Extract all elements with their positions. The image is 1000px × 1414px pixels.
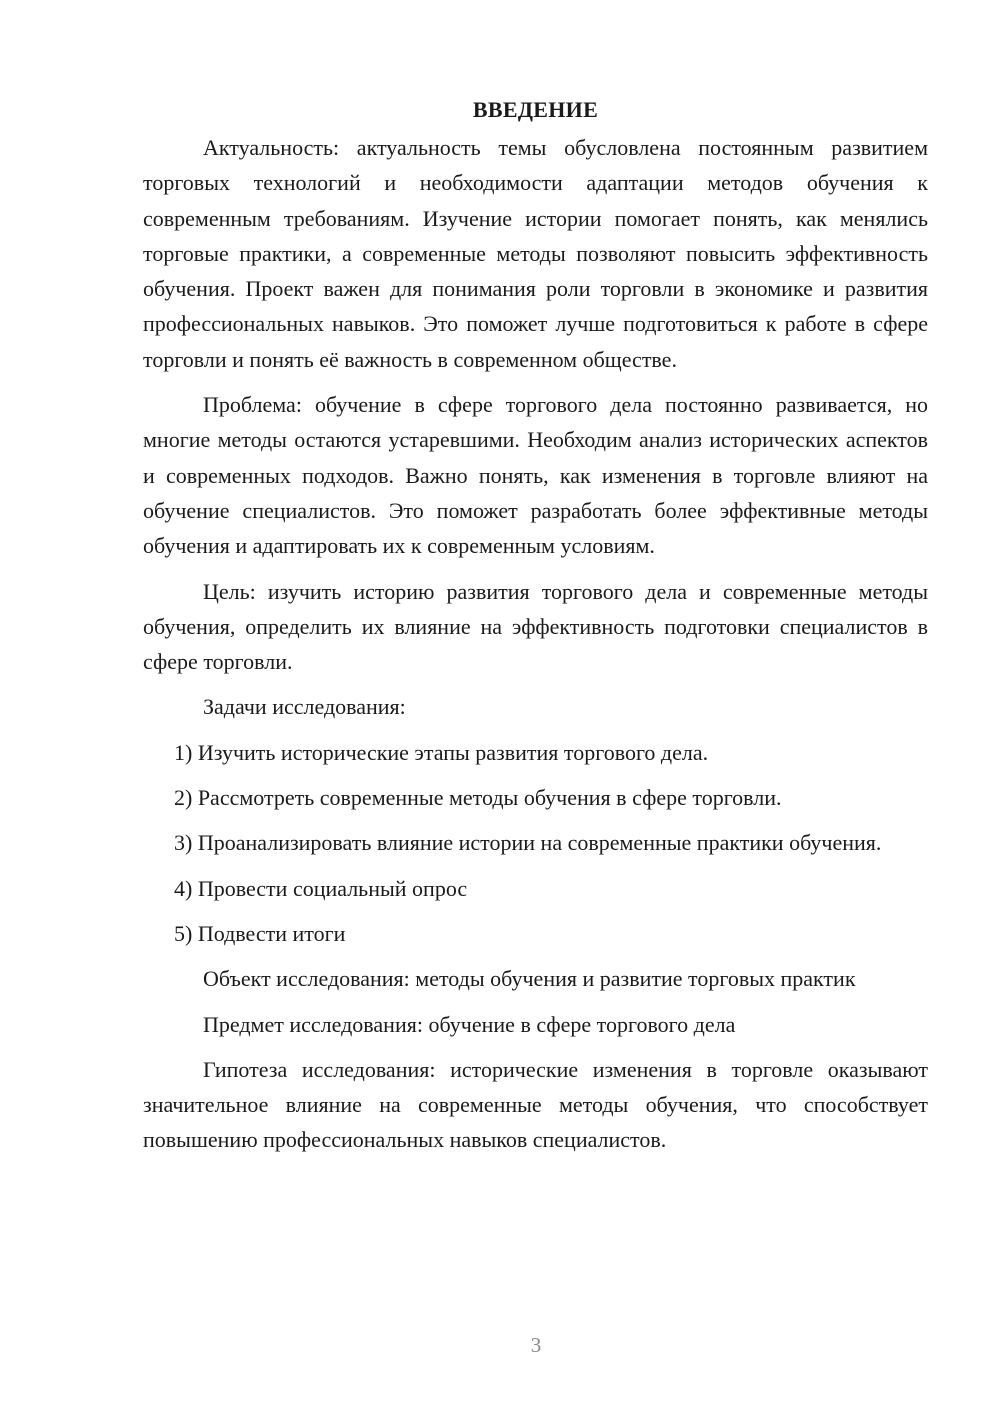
- subject-paragraph: Предмет исследования: обучение в сфере торгового дела: [203, 1011, 736, 1037]
- hypothesis-paragraph: Гипотеза исследования: исторические изменения в торговле оказывают значительное влияние на современные методы обучения, что способствует повышению профессиональных навыков специалистов.: [143, 1056, 928, 1153]
- object-paragraph: Объект исследования: методы обучения и развитие торговых практик: [203, 966, 856, 992]
- page-number: 3: [530, 1333, 542, 1357]
- task-item-1: 1) Изучить исторические этапы развития торгового дела.: [174, 739, 709, 765]
- goal-paragraph: Цель: изучить историю развития торгового дела и современные методы обучения, определить их влияние на эффективность подготовки специалистов в сфере торговли.: [143, 578, 928, 675]
- task-item-3: 3) Проанализировать влияние истории на современные практики обучения.: [174, 830, 882, 856]
- task-item-4: 4) Провести социальный опрос: [174, 875, 468, 901]
- relevance-paragraph: Актуальность: актуальность темы обусловлена постоянным развитием торговых технологий и необходимости адаптации методов обучения к современным требованиям. Изучение истории помогает понять, как менялись торговые практики, а современные методы позволяют повысить эффективность обучения. Проект важен для понимания роли торговли в экономике и развития профессиональных навыков. Это поможет лучше подготовиться к работе в сфере торговли и понять её важность в современном обществе.: [143, 135, 928, 372]
- document-page: [143, 92, 928, 1168]
- problem-paragraph: Проблема: обучение в сфере торгового дела постоянно развивается, но многие методы остаются устаревшими. Необходим анализ исторических аспектов и современных подходов. Важно понять, как изменения в торговле влияют на обучение специалистов. Это поможет разработать более эффективные методы обучения и адаптировать их к современным условиям.: [143, 392, 928, 559]
- task-item-2: 2) Рассмотреть современные методы обучения в сфере торговли.: [174, 785, 782, 811]
- task-item-5: 5) Подвести итоги: [174, 920, 346, 946]
- page-title: ВВЕДЕНИЕ: [472, 97, 599, 122]
- tasks-heading: Задачи исследования:: [203, 694, 406, 720]
